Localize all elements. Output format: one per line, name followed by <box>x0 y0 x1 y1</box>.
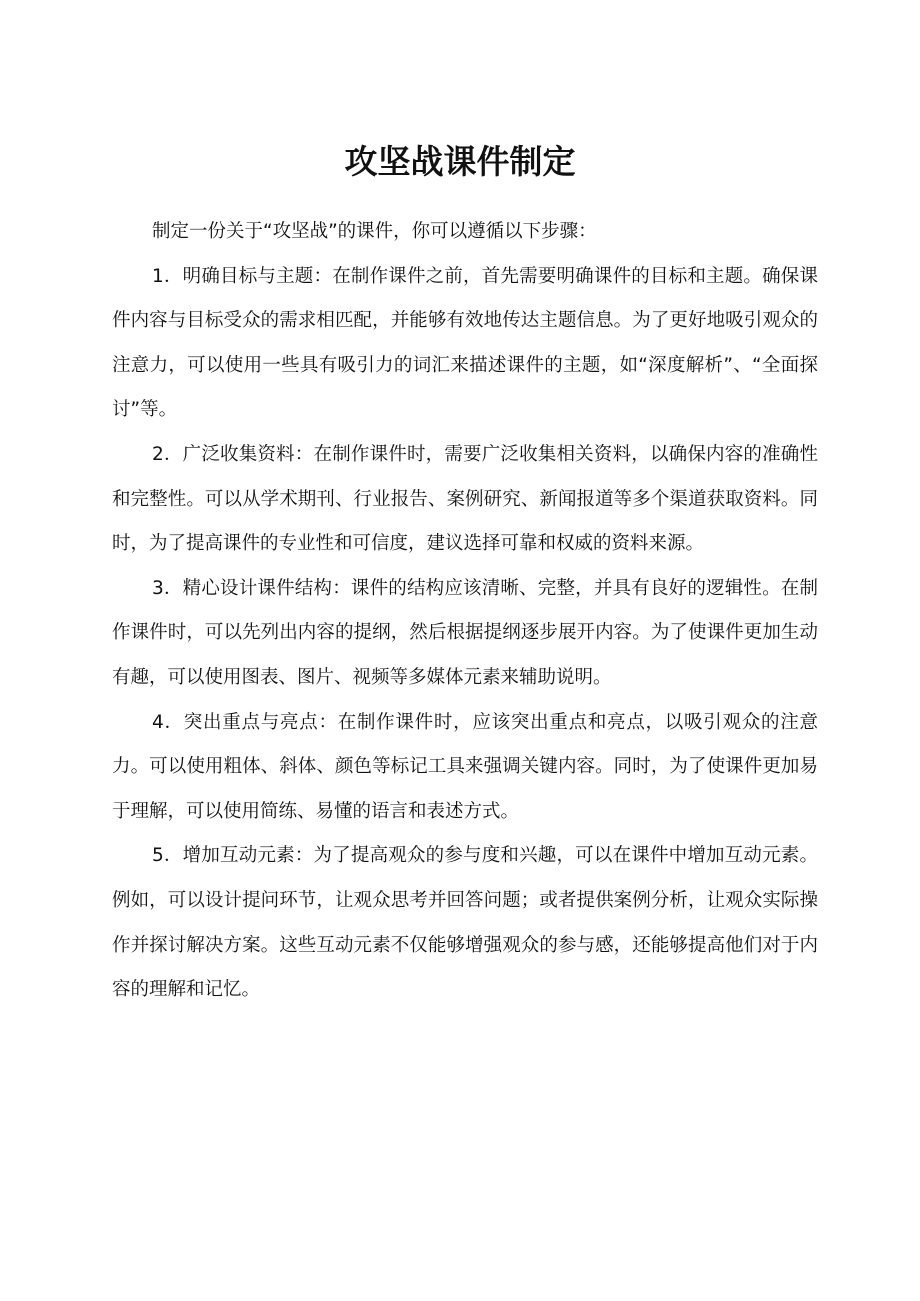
page-title: 攻坚战课件制定 <box>344 142 576 182</box>
step-paragraph-4: 4．突出重点与亮点：在制作课件时，应该突出重点和亮点，以吸引观众的注意力。可以使用粗体、斜体、颜色等标记工具来强调关键内容。同时，为了使课件更加易于理解，可以使用简练、易懂的语言和表述方式。 <box>112 711 818 822</box>
step-paragraph-1: 1．明确目标与主题：在制作课件之前，首先需要明确课件的目标和主题。确保课件内容与目标受众的需求相匹配，并能够有效地传达主题信息。为了更好地吸引观众的注意力，可以使用一些具有吸引力的词汇来描述课件的主题，如“深度解析”、“全面探讨”等。 <box>112 265 818 421</box>
intro-paragraph: 制定一份关于“攻坚战”的课件，你可以遵循以下步骤： <box>152 221 597 242</box>
document-body <box>112 210 818 1013</box>
step-paragraph-2: 2．广泛收集资料：在制作课件时，需要广泛收集相关资料，以确保内容的准确性和完整性。可以从学术期刊、行业报告、案例研究、新闻报道等多个渠道获取资料。同时，为了提高课件的专业性和可信度，建议选择可靠和权威的资料来源。 <box>112 443 818 555</box>
step-paragraph-3: 3．精心设计课件结构：课件的结构应该清晰、完整，并具有良好的逻辑性。在制作课件时，可以先列出内容的提纲，然后根据提纲逐步展开内容。为了使课件更加生动有趣，可以使用图表、图片、视频等多媒体元素来辅助说明。 <box>112 577 818 688</box>
step-paragraph-5: 5．增加互动元素：为了提高观众的参与度和兴趣，可以在课件中增加互动元素。例如，可以设计提问环节，让观众思考并回答问题；或者提供案例分析，让观众实际操作并探讨解决方案。这些互动元素不仅能够增强观众的参与感，还能够提高他们对于内容的理解和记忆。 <box>112 845 818 1001</box>
